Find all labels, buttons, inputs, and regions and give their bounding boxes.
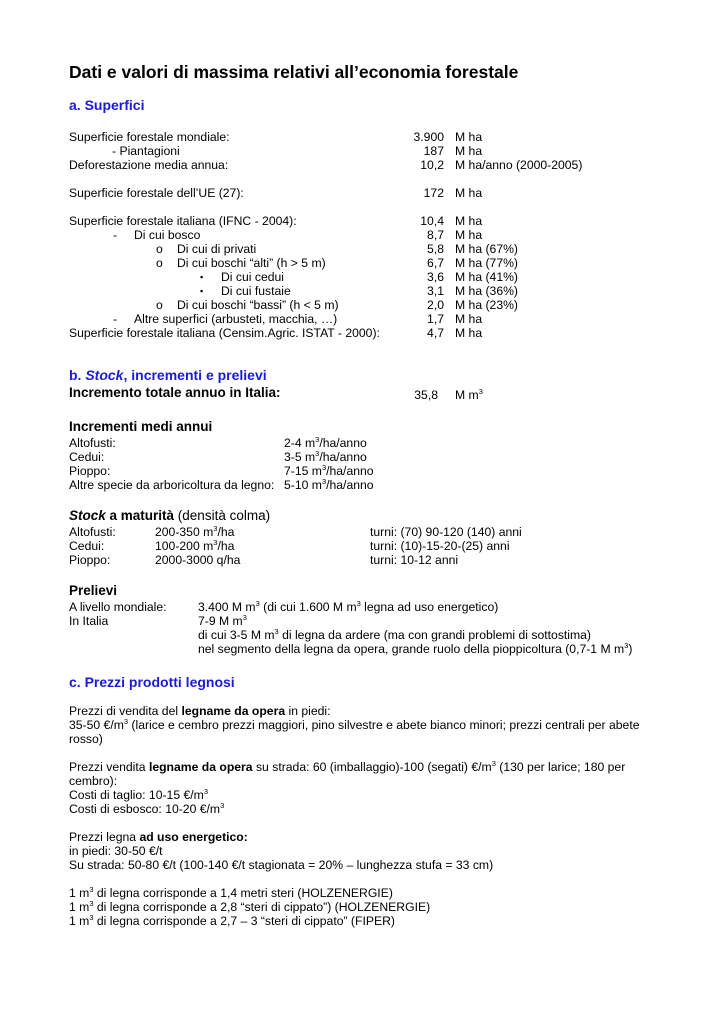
circle-bullet: o	[156, 298, 163, 312]
increment-value	[284, 450, 367, 464]
text-part: )	[628, 642, 633, 656]
text-part: di legna corrisponde a 2,8 “steri di cippato”) (HOLZENERGIE)	[93, 900, 431, 914]
superscript: 3	[213, 538, 218, 547]
increment-value	[284, 436, 367, 450]
text-line: Su strada: 50-80 €/t (100-140 €/t stagionata = 20% – lunghezza stufa = 33 cm)	[69, 858, 494, 872]
prelievi-line-3	[198, 628, 591, 642]
heading-prefix: b.	[69, 367, 86, 383]
text-line	[69, 760, 644, 788]
value-text: 7-15 m	[284, 464, 322, 478]
text-part: 1 m	[69, 914, 90, 928]
superscript: 3	[315, 449, 320, 458]
superscript: 3	[123, 717, 129, 726]
row-label: Di cui di privati	[177, 242, 257, 256]
value-text: 5-10 m	[284, 478, 322, 492]
row-value: 6,7	[427, 256, 444, 270]
section-a-heading: a. Superfici	[69, 97, 145, 113]
stock-turni: turni: 10-12 anni	[370, 553, 459, 567]
row-unit: M ha	[455, 144, 483, 158]
text-part: (130 per larice; 180 per cembro):	[69, 760, 626, 788]
row-value: 3.900	[413, 130, 444, 144]
increment-label: Altre specie da arboricoltura da legno:	[69, 478, 275, 492]
square-bullet: ▪	[200, 272, 204, 282]
prelievi-line-4	[198, 642, 632, 656]
row-value: 172	[423, 186, 444, 200]
suffix-text: /ha/anno	[326, 478, 374, 492]
row-unit: M ha (67%)	[455, 242, 518, 256]
superscript: 3	[255, 599, 260, 608]
row-label: Di cui bosco	[134, 228, 201, 242]
row-value: 1,7	[427, 312, 444, 326]
row-unit: M ha (36%)	[455, 284, 518, 298]
text-part: di legna corrisponde a 2,7 – 3 “steri di cippato” (FIPER)	[93, 914, 395, 928]
suffix-text: /ha/anno	[326, 464, 374, 478]
row-label: Di cui fustaie	[221, 284, 291, 298]
text-part: (di cui 1.600 M m	[259, 600, 357, 614]
row-label: Superficie forestale italiana (IFNC - 2004):	[69, 214, 297, 228]
superscript: 3	[89, 913, 94, 922]
text-part: di legna corrisponde a 1,4 metri steri (HOLZENERGIE)	[93, 886, 393, 900]
text-part: (larice e cembro prezzi maggiori, pino silvestre e abete bianco minori; prezzi centrali per abete rosso)	[69, 718, 640, 746]
square-bullet: ▪	[200, 286, 204, 296]
circle-bullet: o	[156, 242, 163, 256]
row-label: Deforestazione media annua:	[69, 158, 229, 172]
equivalence-line	[69, 886, 644, 900]
dash-bullet: -	[113, 312, 118, 326]
row-unit: M ha	[455, 186, 483, 200]
superscript: 3	[89, 885, 94, 894]
increment-label: Altofusti:	[69, 436, 116, 450]
superscript: 3	[356, 599, 361, 608]
increment-total-label: Incremento totale annuo in Italia:	[69, 385, 281, 400]
superscript: 3	[89, 899, 94, 908]
row-label: Superficie forestale mondiale:	[69, 130, 230, 144]
row-label: Superficie forestale italiana (Censim.Agric. ISTAT - 2000):	[69, 326, 380, 340]
stock-value: 2000-3000 q/ha	[155, 553, 241, 567]
text-part: di cui 3-5 M m	[198, 628, 275, 642]
increments-heading: Incrementi medi annui	[69, 419, 213, 434]
heading-suffix: , incrementi e prelievi	[123, 367, 267, 383]
row-value: 10,2	[420, 158, 444, 172]
text-part: su strada: 60 (imballaggio)-100 (segati) €/m	[252, 760, 492, 774]
row-value: 10,4	[420, 214, 444, 228]
suffix-text: /ha/anno	[319, 436, 367, 450]
increment-total-unit	[455, 388, 483, 402]
stock-heading	[69, 508, 270, 524]
superscript: 3	[491, 759, 496, 768]
text-part: 1 m	[69, 900, 90, 914]
bold-text: legname da opera	[148, 760, 253, 774]
equivalences	[69, 886, 644, 928]
text-line	[69, 704, 644, 718]
text-part: 3.400 M m	[198, 600, 256, 614]
superscript: 3	[321, 463, 327, 472]
prelievi-world-label: A livello mondiale:	[69, 600, 167, 614]
bold-text: legname da opera	[181, 704, 286, 718]
row-label: Di cui cedui	[221, 270, 284, 284]
value-text: 100-200 m	[155, 539, 214, 553]
row-value: 2,0	[427, 298, 444, 312]
row-value: 4,7	[427, 326, 444, 340]
unit-text: M m	[455, 388, 479, 402]
bold-text: ad uso energetico:	[139, 830, 248, 844]
value-text: 2-4 m	[284, 436, 316, 450]
stock-value	[155, 525, 234, 539]
stock-label: Cedui:	[69, 539, 105, 553]
suffix-text: /ha	[217, 539, 235, 553]
prelievi-italy-label: In Italia	[69, 614, 109, 628]
dash-bullet: -	[113, 228, 118, 242]
heading-normal: (densità colma)	[174, 508, 271, 523]
heading-italic: Stock	[85, 367, 124, 383]
superscript: 3	[213, 524, 218, 533]
row-label: - Piantagioni	[112, 144, 180, 158]
row-value: 3,6	[427, 270, 444, 284]
increment-label: Cedui:	[69, 450, 105, 464]
value-text: 200-350 m	[155, 525, 214, 539]
text-part: 7-9 M m	[198, 614, 243, 628]
text-part: Costi di taglio: 10-15 €/m	[69, 788, 204, 802]
circle-bullet: o	[156, 256, 163, 270]
row-unit: M ha	[455, 326, 483, 340]
text-part: in piedi:	[285, 704, 331, 718]
text-part: Prezzi di vendita del	[69, 704, 182, 718]
heading-italic: Stock	[69, 508, 106, 523]
equivalence-line	[69, 900, 644, 914]
prezzi-paragraph-3	[69, 830, 644, 872]
prelievi-italy-value	[198, 614, 247, 628]
heading-bold: a maturità	[105, 508, 175, 523]
superscript: 3	[274, 627, 279, 636]
superscript: 3	[478, 387, 483, 396]
stock-label: Altofusti:	[69, 525, 116, 539]
text-line	[69, 788, 644, 802]
prelievi-heading: Prelievi	[69, 583, 118, 598]
row-label: Di cui boschi “bassi” (h < 5 m)	[177, 298, 339, 312]
text-line: in piedi: 30-50 €/t	[69, 844, 163, 858]
superscript: 3	[220, 801, 225, 810]
suffix-text: /ha/anno	[319, 450, 367, 464]
stock-label: Pioppo:	[69, 553, 111, 567]
row-label: Superficie forestale dell’UE (27):	[69, 186, 244, 200]
section-b-heading	[69, 367, 267, 384]
equivalence-line	[69, 914, 644, 928]
row-unit: M ha (41%)	[455, 270, 518, 284]
text-part: 35-50 €/m	[69, 718, 124, 732]
section-c-heading: c. Prezzi prodotti legnosi	[69, 674, 235, 690]
row-unit: M ha/anno (2000-2005)	[455, 158, 583, 172]
value-text: 3-5 m	[284, 450, 316, 464]
text-line	[69, 802, 644, 816]
row-value: 8,7	[427, 228, 444, 242]
increment-total-value: 35,8	[414, 388, 438, 402]
superscript: 3	[203, 787, 208, 796]
suffix-text: /ha	[217, 525, 235, 539]
superscript: 3	[242, 613, 247, 622]
row-value: 187	[423, 144, 444, 158]
text-part: nel segmento della legna da opera, grande ruolo della pioppicoltura (0,7-1 M m	[198, 642, 625, 656]
page-title: Dati e valori di massima relativi all’economia forestale	[69, 62, 519, 82]
text-line	[69, 718, 644, 746]
prezzi-paragraph-1	[69, 704, 644, 746]
increment-value	[284, 478, 374, 492]
prelievi-world-value	[198, 600, 498, 614]
superscript: 3	[321, 477, 327, 486]
text-part: Costi di esbosco: 10-20 €/m	[69, 802, 221, 816]
text-line	[69, 830, 644, 844]
row-value: 3,1	[427, 284, 444, 298]
increment-label: Pioppo:	[69, 464, 111, 478]
row-unit: M ha (77%)	[455, 256, 518, 270]
row-label: Di cui boschi “alti” (h > 5 m)	[177, 256, 326, 270]
row-unit: M ha	[455, 130, 483, 144]
text-part: Prezzi vendita	[69, 760, 149, 774]
row-unit: M ha	[455, 228, 483, 242]
increment-value	[284, 464, 374, 478]
text-part: di legna da ardere (ma con grandi problemi di sottostima)	[278, 628, 591, 642]
stock-turni: turni: (70) 90-120 (140) anni	[370, 525, 522, 539]
row-value: 5,8	[427, 242, 444, 256]
superscript: 3	[624, 641, 629, 650]
text-part: 1 m	[69, 886, 90, 900]
text-part: Prezzi legna	[69, 830, 140, 844]
superscript: 3	[315, 435, 320, 444]
prezzi-paragraph-2	[69, 760, 644, 816]
row-unit: M ha	[455, 312, 483, 326]
text-part: legna ad uso energetico)	[360, 600, 499, 614]
stock-value	[155, 539, 234, 553]
row-label: Altre superfici (arbusteti, macchia, …)	[134, 312, 338, 326]
row-unit: M ha (23%)	[455, 298, 518, 312]
row-unit: M ha	[455, 214, 483, 228]
stock-turni: turni: (10)-15-20-(25) anni	[370, 539, 510, 553]
